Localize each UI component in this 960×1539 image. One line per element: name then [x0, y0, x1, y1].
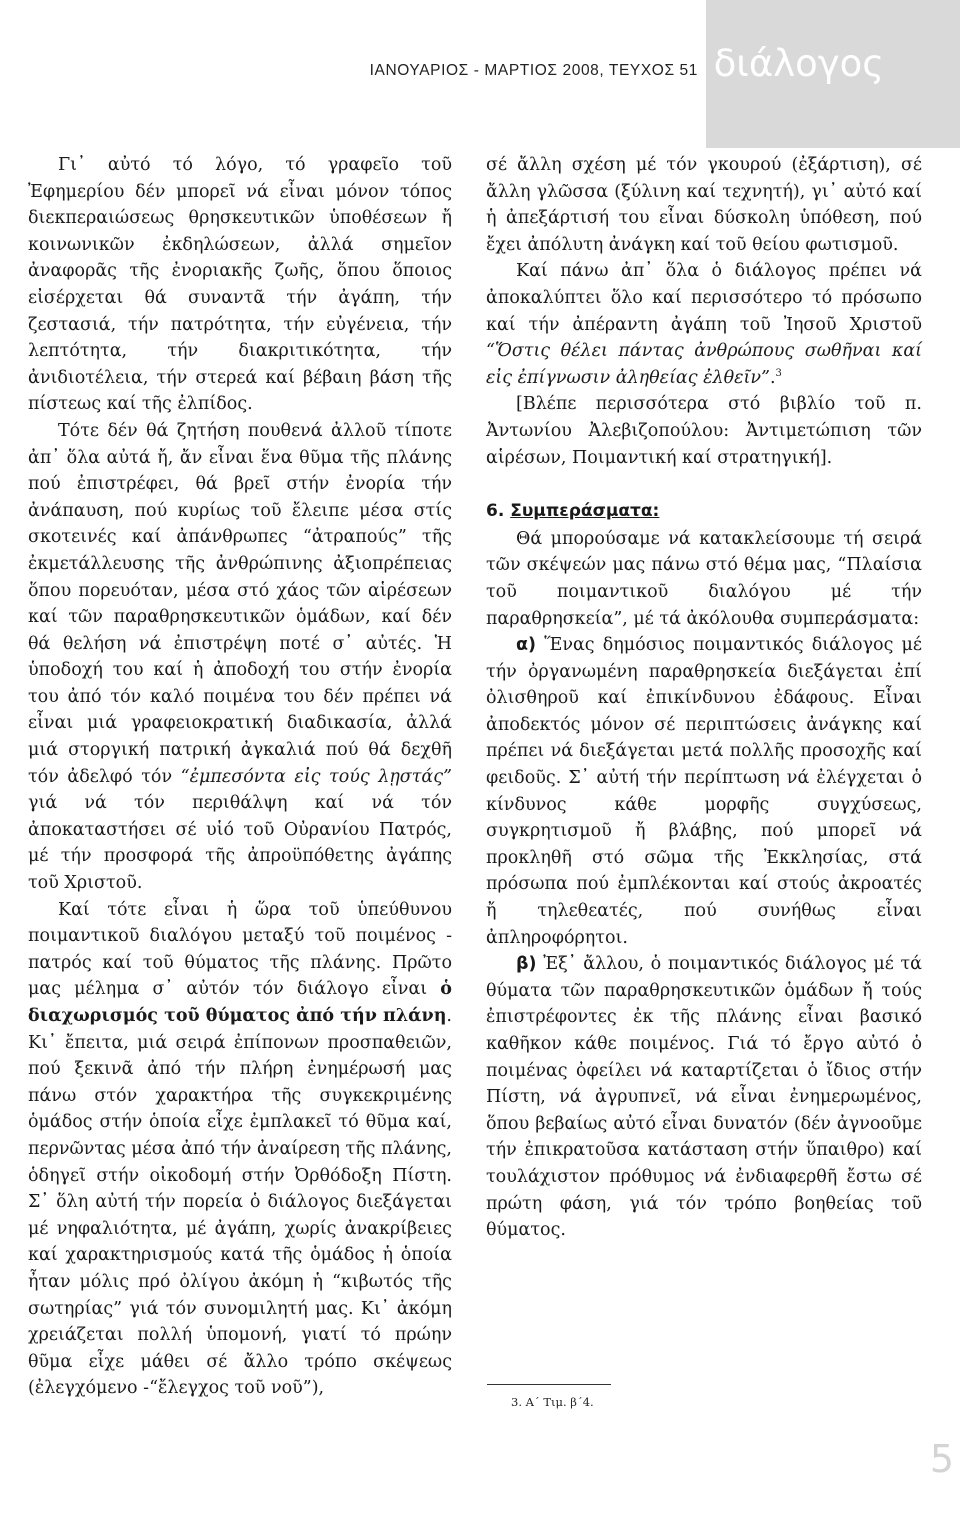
italic-quote: “ἐμπεσόντα εἰς τούς λῃστάς”: [180, 766, 452, 787]
paragraph: Καί πάνω ἀπ᾽ ὅλα ὁ διάλογος πρέπει νά ἀποκαλύπτει ὅλο καί περισσότερο τό πρόσωπο καί τήν ἀπέραντη ἀγάπη τοῦ Ἰησοῦ Χριστοῦ “Ὅστις θέλει πάντας ἀνθρώπους σωθῆναι καί εἰς ἐπίγνωσιν ἀληθείας ἐλθεῖν”.$^3$: [486, 261, 922, 388]
list-label: α): [516, 635, 537, 656]
footnote-ref: 3: [775, 367, 782, 379]
paragraph: σέ ἄλλη σχέση μέ τόν γκουρού (ἐξάρτιση), σέ ἄλλη γλῶσσα (ξύλινη καί τεχνητή), γι᾽ αὐτό καί ἡ ἀπεξάρτισή του εἶναι δύσκολη ὑπόθεση, πού ἔχει ἀπόλυτη ἀνάγκη καί τοῦ θείου φωτισμοῦ.: [486, 155, 922, 255]
issue-info: ΙΑΝΟΥΑΡΙΟΣ - ΜΑΡΤΙΟΣ 2008, ΤΕΥΧΟΣ 51: [369, 62, 698, 79]
italic-quote: “Ὅστις θέλει πάντας ἀνθρώπους σωθῆναι καί εἰς ἐπίγνωσιν ἀληθείας ἐλθεῖν”: [486, 341, 922, 388]
page-number: 5: [929, 1437, 954, 1481]
footnote: 3. Α΄ Τιμ. β΄4.: [511, 1395, 594, 1409]
bold-emphasis: ὁ διαχωρισμός τοῦ θύματος ἀπό τήν πλάνη: [28, 979, 452, 1026]
paragraph: Θά μπορούσαμε νά κατακλείσουμε τή σειρά τῶν σκέψεών μας πάνω στό θέμα μας, “Πλαίσια τοῦ ποιμαντικοῦ διαλόγου μέ τήν παραθρησκεία”, μέ τά ἀκόλουθα συμπεράσματα:: [486, 528, 922, 629]
paragraph: α) Ἕνας δημόσιος ποιμαντικός διάλογος μέ τήν ὀργανωμένη παραθρησκεία διεξάγεται ἐπί ὀλισθηροῦ καί ἐπικίνδυνου ἐδάφους. Εἶναι ἀποδεκτός μόνον σέ περιπτώσεις ἀνάγκης καί πρέπει νά διεξάγεται μετά πολλῆς προσοχῆς καί φειδοῦς. Σ᾽ αὐτή τήν περίπτωση νά ἐλέγχεται ὁ κίνδυνος κάθε μορφῆς συγχύσεως, συγκρητισμοῦ ἤ βλάβης, πού μπορεῖ νά προκληθῆ στό σῶμα τῆς Ἐκκλησίας, στά πρόσωπα πού ἐμπλέκονται καί στούς ἀκροατές ἤ τηλεθεατές, πού συνήθως εἶναι ἀπληροφόρητοι.: [486, 635, 922, 948]
section-heading: 6. Συμπεράσματα:: [486, 501, 660, 522]
paragraph: Καί τότε εἶναι ἡ ὥρα τοῦ ὑπεύθυνου ποιμαντικοῦ διαλόγου μεταξύ τοῦ ποιμένος - πατρός καί τοῦ θύματος τῆς πλάνης. Πρῶτο μας μέλημα σ᾽ αὐτόν τόν διάλογο εἶναι ὁ διαχωρισμός τοῦ θύματος ἀπό τήν πλάνη. Κι᾽ ἔπειτα, μιά σειρά ἐπίπονων προσπαθειῶν, πού ξεκινᾶ ἀπό τήν πλήρη ἐνημέρωσή μας πάνω στόν χαρακτήρα τῆς συγκεκριμένης ὁμάδος στήν ὁποία εἶχε ἐμπλακεῖ τό θῦμα καί, περνῶντας μέσα ἀπό τήν ἀναίρεση τῆς πλάνης, ὁδηγεῖ στήν οἰκοδομή στήν Ὀρθόδοξη Πίστη. Σ᾽ ὅλη αὐτή τήν πορεία ὁ διάλογος διεξάγεται μέ νηφαλιότητα, μέ ἀγάπη, χωρίς ἀνακρίβειες καί χαρακτηρισμούς κατά τῆς ὁμάδος ἡ ὁποία ἦταν μόλις πρό ὀλίγου ἀκόμη ἡ “κιβωτός τῆς σωτηρίας” γιά τόν συνομιλητή μας. Κι᾽ ἀκόμη χρειάζεται πολλή ὑπομονή, γιατί τό πρώην θῦμα εἶχε μάθει σέ ἄλλο τρόπο σκέψεως (ἐλεγχόμενο -“ἔλεγχος τοῦ νοῦ”),: [28, 899, 452, 1399]
paragraph: Γι᾽ αὐτό τό λόγο, τό γραφεῖο τοῦ Ἐφημερίου δέν μπορεῖ νά εἶναι μόνον τόπος διεκπεραιώσεως θρησκευτικῶν ὑποθέσεων ἤ κοινωνικῶν ἐκδηλώσεων, ἀλλά σημεῖον ἀναφορᾶς τῆς ἐνοριακῆς ζωῆς, ὅπου ὅποιος εἰσέρχεται θά συναντᾶ τήν ἀγάπη, τήν ζεστασιά, τήν πατρότητα, τήν εὐγένεια, τήν λεπτότητα, τήν διακριτικότητα, τήν ἀνιδιοτέλεια, τήν στερεά καί βέβαιη βάση τῆς πίστεως καί τῆς ἐλπίδος.: [28, 155, 452, 415]
list-label: β): [516, 954, 537, 975]
brand-box: [706, 0, 960, 148]
magazine-title: διάλογος: [713, 42, 884, 85]
paragraph: β) Ἐξ᾽ ἄλλου, ὁ ποιμαντικός διάλογος μέ τά θύματα τῶν παραθρησκευτικῶν ὁμάδων ἤ τούς ἐπιστρέφοντες ἐκ τῆς πλάνης εἶναι βασικό καθῆκον κάθε ποιμένος. Γιά τό ἔργο αὐτό ὁ ποιμένας ὀφείλει νά καταρτίζεται ὁ ἴδιος στήν Πίστη, νά ἀγρυπνεῖ, νά εἶναι ἐνημερωμένος, ὅπου βεβαίως αὐτό εἶναι δυνατόν (δέν ἀγνοοῦμε τήν ἐπικρατοῦσα κατάσταση στήν ὕπαιθρο) καί τουλάχιστον πρόθυμος νά ἐνδιαφερθῆ ἔστω σέ πρώτη φάση, γιά τόν τρόπο βοηθείας τοῦ θύματος.: [486, 954, 922, 1241]
right-column: [486, 152, 922, 1244]
footnote-divider: [487, 1384, 611, 1385]
paragraph: Τότε δέν θά ζητήση πουθενά ἀλλοῦ τίποτε ἀπ᾽ ὅλα αὐτά ἤ, ἄν εἶναι ἕνα θῦμα τῆς πλάνης πού ἐπιστρέφει, θά βρεῖ στήν ἐνορία τήν ἀνάπαυση, πού κυρίως τοῦ ἔλειπε μέσα στίς σκοτεινές καί ἀπάνθρωπες “ἀτραπούς” τῆς ἐκμετάλλευσης τῆς ἀνθρώπινης ἀξιοπρέπειας ὅπου πορευόταν, μέσα στό χάος τῶν αἱρέσεων καί τῶν παραθρησκευτικῶν ὁμάδων, καί δέν θά θελήση νά ἐπιστρέψη ποτέ σ᾽ αὐτές. Ἡ ὑποδοχή του καί ἡ ἀποδοχή του στήν ἐνορία του ἀπό τόν καλό ποιμένα του δέν πρέπει νά εἶναι μιά γραφειοκρατική διαδικασία, ἀλλά μιά στοργική πατρική ἀγκαλιά πού θά δεχθῆ τόν ἀδελφό τόν “ἐμπεσόντα εἰς τούς λῃστάς” γιά νά τόν περιθάλψη καί νά τόν ἀποκαταστήσει σέ υἱό τοῦ Οὐρανίου Πατρός, μέ τήν προσφορά τῆς ἀπροϋπόθετης ἀγάπης τοῦ Χριστοῦ.: [28, 420, 452, 894]
left-column: [28, 152, 452, 1402]
paragraph: [Βλέπε περισσότερα στό βιβλίο τοῦ π. Ἀντωνίου Ἀλεβιζοπούλου: Ἀντιμετώπιση τῶν αἱρέσων, Ποιμαντική καί στρατηγική].: [486, 394, 922, 468]
